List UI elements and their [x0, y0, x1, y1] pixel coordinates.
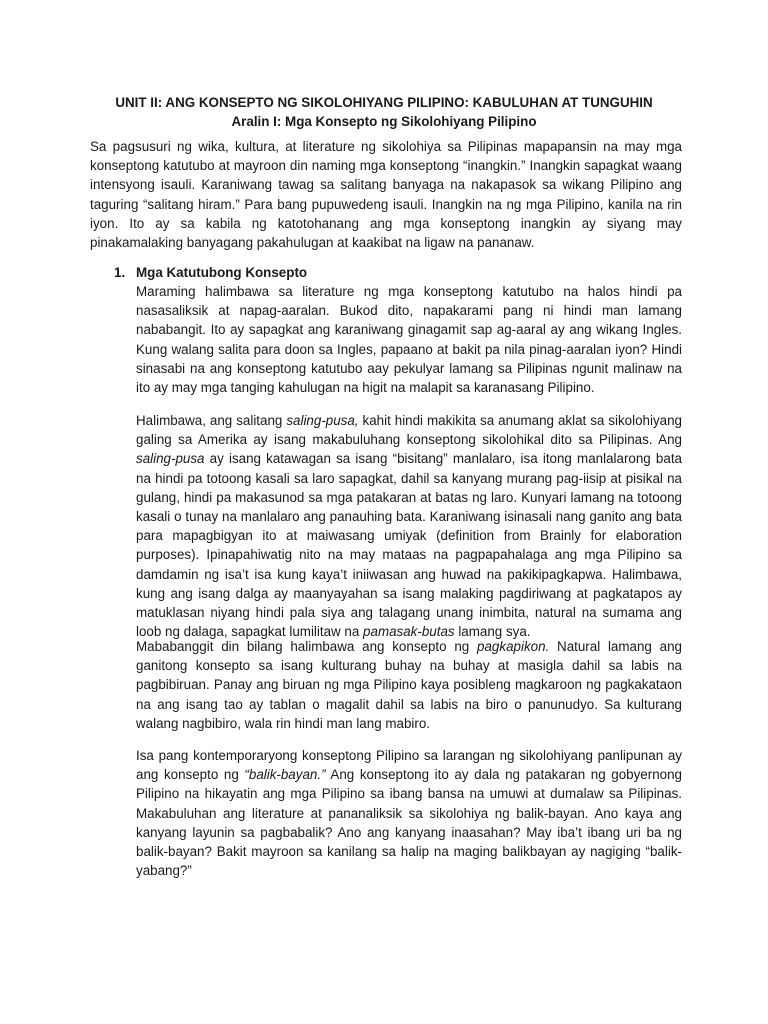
term-pamasak-butas: pamasak-butas: [363, 624, 455, 640]
section-title: Mga Katutubong Konsepto: [136, 265, 308, 280]
text-run: Natural lamang ang ganitong konsepto sa isang kulturang buhay na buhay at masigla dahil sa labis na pagbibiruan. Panay ang biruan ng mga Pilipino kaya posibleng magkaroon ng pagkakataon na ang isang tao ay tablan o magalit dahil sa labis na biro o panunudyo. Sa kulturang walang nagbibiro, wala rin hindi man lang mabiro.: [136, 639, 682, 731]
text-run: Isa pang kontemporaryong konseptong Pilipino sa larangan ng sikolohiyang panlipunan ay ang konsepto ng: [136, 748, 682, 783]
text-run: Halimbawa, ang salitang: [136, 413, 287, 428]
document-title: UNIT II: ANG KONSEPTO NG SIKOLOHIYANG PILIPINO: KABULUHAN AT TUNGUHIN: [115, 95, 653, 110]
text-run: ay isang katawagan sa isang “bisitang” manlalaro, isa itong manlalarong bata na hindi pa totoong kasali sa laro sapagkat, dahil sa kanyang murang pag-iisip at pisikal na gulang, hindi pa makasunod sa mga patakaran at batas ng laro. Kunyari lamang na totoong kasali o tunay na manlalaro ang panauhing bata. Karaniwang isinasali nang ganito ang bata para mapagbigyan ito at maiwasang umiyak (definition from Brainly for elaboration purposes). Ipinapahiwatig nito na may mataas na pagpapahalaga ang mga Pilipino sa damdamin ng isa’t isa kung kaya’t iniiwasan ang huwad na pakikipagkapwa. Halimbawa, kung ang isang dalga ay maanyayahan sa isang malaking pagdiriwang at pagkatapos ay matuklasan niyang hindi pala siya ang talagang unang inimbita, natural na sumama ang loob ng dalaga, sapagkat lumilitaw na: [136, 451, 682, 640]
paragraph-balik-bayan: [136, 746, 682, 880]
term-pagkapikon: pagkapikon.: [477, 639, 550, 654]
text-run: Ang konseptong ito ay dala ng patakaran ng gobyernong Pilipino na hikayatin ang mga Pilipino sa ibang bansa na umuwi at dumalaw sa Pilipinas. Makabuluhan ang literature at pananaliksik sa sikolohiya ng balik-bayan. Ano kaya ang kanyang layunin sa pagbabalik? Ano ang kanyang inaasahan? May iba’t ibang uri ba ng balik-bayan? Bakit mayroon sa kanilang sa halip na maging balikbayan ay nagiging “balik-yabang?”: [136, 767, 682, 879]
intro-paragraph: Sa pagsusuri ng wika, kultura, at literature ng sikolohiya sa Pilipinas mapapansin na may mga konseptong katutubo at mayroon din naming mga konseptong “inangkin.” Inangkin sapagkat waang intensyong isauli. Karaniwang tawag sa salitang banyaga na nakapasok sa wikang Pilipino ang taguring “salitang hiram.” Para bang pupuwedeng isauli. Inangkin na ng mga Pilipino, kanila na rin iyon. Ito ay sa kabila ng katotohanang ang mga konseptong inangkin ay siyang may pinakamalaking banyagang pakahulugan at kaakibat na ligaw na pananaw.: [90, 139, 682, 251]
term-saling-pusa: saling-pusa,: [286, 413, 359, 428]
term-saling-pusa: saling-pusa: [136, 451, 205, 467]
text-run: lamang sya.: [454, 624, 531, 640]
term-balik-bayan: “balik-bayan.”: [244, 767, 326, 783]
document-subtitle: Aralin I: Mga Konsepto ng Sikolohiyang Pilipino: [231, 114, 537, 129]
paragraph-katutubo: Maraming halimbawa sa literature ng mga konseptong katutubo na halos hindi pa nasasaliksik at napag-aaralan. Bukod dito, napakarami pang ni hindi man lamang nababangit. Ito ay sapagkat ang karaniwang ginagamit sap ag-aaral ay ang wikang Ingles. Kung walang salita para doon sa Ingles, papaano at bakit pa nila pinag-aaralan iyon? Hindi sinasabi na ang konseptong katutubo aay pekulyar lamang sa Pilipinas ngunit malinaw na ito ay may mga tanging kahulugan na higit na malapit sa karanasang Pilipino.: [136, 284, 682, 396]
paragraph-saling-pusa: [136, 411, 682, 641]
paragraph-pagkapikon: [136, 637, 682, 733]
text-run: kahit hindi makikita sa anumang aklat sa sikolohiyang galing sa Amerika ay isang makabuluhang konseptong sikolohikal dito sa Pilipinas. Ang: [136, 413, 682, 448]
section-number: 1.: [114, 265, 126, 280]
text-run: Mababanggit din bilang halimbawa ang konsepto ng: [136, 639, 478, 654]
